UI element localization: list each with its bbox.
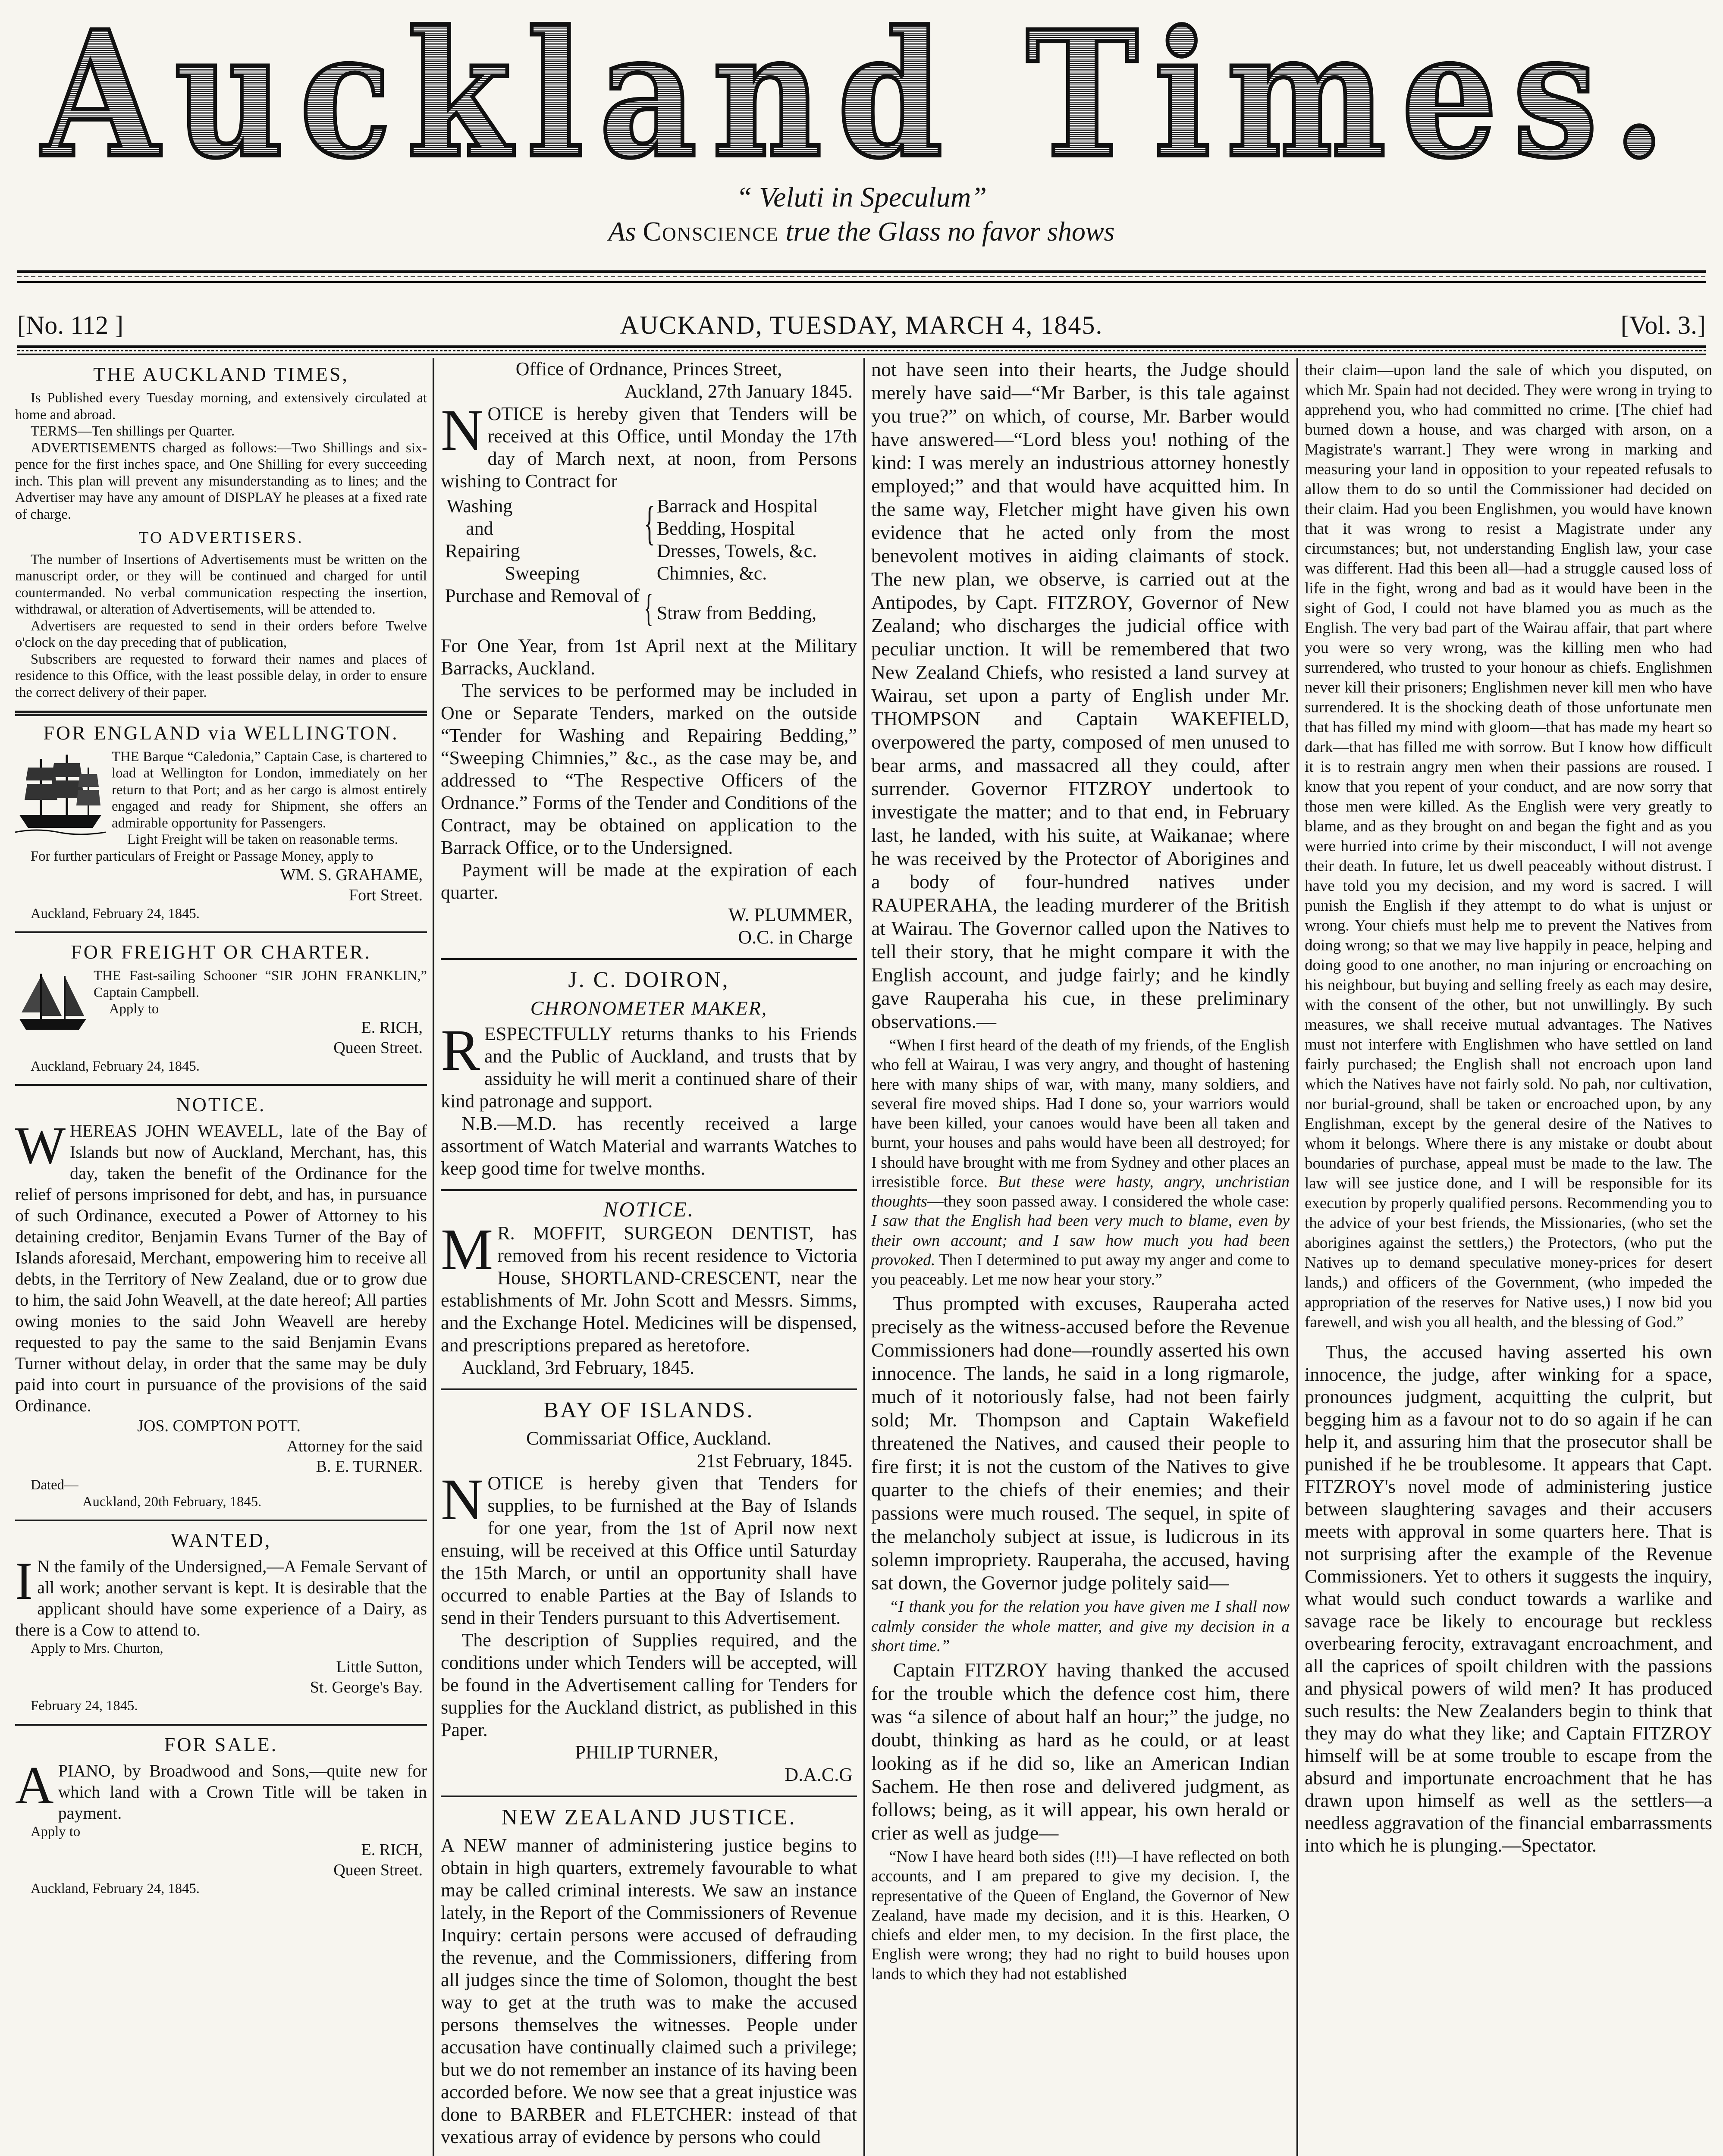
moffit-text: MR. MOFFIT, SURGEON DENTIST, has removed from his recent residence to Victoria House, SHORTLAND-CRESCENT, near the establishments of Mr. John Scott and Messrs. Simms, and the Exchange Hotel. Medicines will be dispensed, and prescriptions prepared as heretofore. — [441, 1216, 857, 1356]
terms-heading: THE AUCKLAND TIMES, — [93, 363, 349, 385]
england-text: For further particulars of Freight or Passage Money, apply to — [30, 848, 373, 864]
freight-text: THE Fast-sailing Schooner “SIR JOHN FRANKLIN,” Captain Campbell. — [94, 968, 427, 1000]
freight-date: Auckland, February 24, 1845. — [30, 1058, 200, 1074]
column-1 — [15, 358, 427, 2156]
bay-text: The description of Supplies required, and the conditions under which Tenders will be accepted, will be found in the Advertisement calling for Tenders for supplies for the Auckland district, as published in this Paper. — [441, 1630, 857, 1740]
brace-glyph — [640, 562, 657, 585]
wanted-address: St. George's Bay. — [310, 1678, 423, 1696]
column-4 — [1305, 358, 1712, 2156]
ordnance-signature: W. PLUMMER, — [728, 904, 853, 925]
article-text: not have seen into their hearts, the Judge should merely have said—“Mr Barber, is this tale against you true?” on which, of course, Mr. Barber would have answered—“Lord bless you! nothing of the kind: I was merely an industrious attorney honestly employed;” and that would have acquitted him. In the same way, Fletcher might have given his own evidence that he acted only from the most benevolent motives in aiding claimants of stock. The new plan, we observe, is carried out at the Antipodes, by Capt. FITZROY, Governor of New Zealand; who discharges the judicial office with peculiar unction. It will be remembered that two New Zealand Chiefs, who resisted a land survey at Wairau, set upon a party of English under Mr. THOMPSON and Captain WAKEFIELD, overpowered the party, composed of men unused to bear arms, and massacred all they could, after surrender. Governor FITZROY undertook to investigate the matter; and to that end, in February last, he landed, with his suite, at Waikanae; where he was received by the Protector of Aborigines and a body of four-hundred natives under RAUPERAHA, the leading murderer of the British at Wairau. The Governor called upon the Natives to tell their story, that he might compare it with the English account, and judge fairly; and he kindly gave Rauperaha his cue, in these preliminary observations.— — [871, 358, 1290, 1032]
wanted-advert — [15, 1528, 427, 1714]
ship-icon — [15, 750, 106, 837]
england-signature: WM. S. GRAHAME, — [280, 865, 423, 884]
service-label: Washing and Repairing — [445, 495, 520, 561]
service-detail: Barrack and Hospital Bedding, Hospital Dresses, Towels, &c. — [656, 495, 818, 561]
section-rule — [15, 1084, 427, 1086]
sale-signature: E. RICH, — [361, 1841, 423, 1859]
sale-address: Queen Street. — [333, 1861, 423, 1880]
dateline — [0, 307, 1723, 346]
motto-line-1: “ Veluti in Speculum” — [736, 182, 987, 213]
sale-date: Auckland, February 24, 1845. — [30, 1881, 200, 1897]
section-rule — [15, 1520, 427, 1521]
terms-text: ADVERTISEMENTS charged as follows:—Two Shillings and six-pence for the first inches space, and One Shilling for every succeeding inch. This plan will prevent any misunderstanding as to lines; and the Advertiser may have any amount of DISPLAY he pleases at a fixed rate of charge. — [15, 440, 427, 522]
notice-text: WHEREAS JOHN WEAVELL, late of the Bay of Islands but now of Auckland, Merchant, has, this day, taken the benefit of the Ordinance for the relief of persons imprisoned for debt, and has, in pursuance of such Ordinance, executed a Power of Attorney to his detaining creditor, Benjamin Evans Turner of the Bay of Islands aforesaid, Merchant, empowering him to receive all debts, in the Territory of New Zealand, due or to grow due to him, the said John Weavell, at the date hereof; All parties owing monies to the said John Weavell are hereby requested to pay the same to the said Benjamin Evans Turner without delay, in order that the same may be duly paid into court in pursuance of the provisions of the said Ordinance. — [15, 1116, 427, 1416]
moffit-notice — [441, 1198, 857, 1379]
england-text: THE Barque “Caledonia,” Captain Case, is chartered to load at Wellington for London, immediately on her return to that Port; and as her cargo is almost entirely engaged and ready for Shipment, she offers an admirable opportunity for Passengers. — [112, 749, 427, 831]
notice-signature: B. E. TURNER. — [316, 1457, 423, 1476]
notice-role: Attorney for the said — [286, 1437, 423, 1456]
ordnance-role: O.C. in Charge — [738, 927, 853, 948]
freight-advert — [15, 940, 427, 1075]
wanted-date: February 24, 1845. — [30, 1698, 138, 1714]
wanted-address: Little Sutton, — [336, 1658, 423, 1676]
notice-heading: NOTICE. — [176, 1094, 266, 1116]
volume-number: [Vol. 3.] — [1620, 311, 1706, 339]
article-text: Thus, the accused having asserted his own innocence, the judge, after winking for a space, pronounces judgment, acquitting the culprit, but begging him as a favour not to do so again if he can help it, and assuring him that the prosecutor shall be punished if he be troublesome. It appears that Capt. FITZROY's novel mode of administering justice between slaughtering savages and their accusers meets with approval in some quarters here. That is not surprising after the example of the Revenue Commissioners. Yet to others it suggests the inquiry, what would such conduct towards a warlike and savage race be likely to encourage but reckless overbearing ferocity, extravagant encroachment, and all the caprices of spoilt children with the passions and physical powers of wild men? It has produced such results: the New Zealanders begin to think that they may do what they like; and Captain FITZROY himself will be at some trouble to escape from the absurd and importunate encroachment that he has drawn upon himself as well as the settlers—a needless aggravation of the financial embarrassments into which he is plunging.—Spectator. — [1305, 1341, 1712, 1856]
moffit-heading: NOTICE. — [603, 1197, 695, 1221]
column-2 — [441, 358, 857, 2156]
doiron-text: RESPECTFULLY returns thanks to his Friends and the Public of Auckland, and trusts that by assiduity he will merit a continued share of their kind patronage and support. — [441, 1017, 857, 1112]
doiron-text: N.B.—M.D. has recently received a large assortment of Watch Material and warrants Watches to keep good time for twelve months. — [441, 1113, 857, 1179]
england-heading: FOR ENGLAND via WELLINGTON. — [43, 721, 399, 744]
article-quote: “When I first heard of the death of my friends, of the English who fell at Wairau, I was very angry, and thought of hastening here with many ships of war, with many, many soldiers, and several fire moved ships. Had I done so, your warriors would have been killed, your canoes would have been all taken and burnt, your houses and pahs would have been all destroyed; for I should have brought with me from Sydney and other places an irresistible force. But these were hasty, angry, unchristian thoughts—they soon passed away. I considered the whole case: I saw that the English had been very much to blame, even by their own account; and I saw how much you had been provoked. Then I determined to put away my anger and come to you peaceably. Let me now hear your story.” — [871, 1036, 1290, 1288]
bay-of-islands-notice — [441, 1397, 857, 1786]
section-rule — [441, 1388, 857, 1390]
advertisers-text: Subscribers are requested to forward their names and places of residence to this Office, with the least possible delay, in order to ensure the correct delivery of their paper. — [15, 651, 427, 700]
section-rule — [15, 711, 427, 713]
bay-office: Commissariat Office, Auckland. — [526, 1428, 772, 1449]
england-advert — [15, 721, 427, 922]
sale-text: APIANO, by Broadwood and Sons,—quite new for which land with a Crown Title will be taken in payment. — [15, 1755, 427, 1823]
article-text: Captain FITZROY having thanked the accused for the trouble which the defence cost him, there was “a silence of about half an hour;” the judge, no doubt, thinking as hard as he could, or at least looking as if he did so, like an American Indian Sachem. He then rose and delivered judgment, as follows; being, as it will appear, his own herald or crier as well as judge— — [871, 1659, 1290, 1844]
article-quote: their claim—upon land the sale of which you disputed, on which Mr. Spain had not decided. They were wrong in trying to apprehend you, who had committed no crime. [The chief had burned down a house, and was charged with arson, on a Magistrate's warrant.] They were wrong in marking and measuring your land in opposition to your repeated refusals to allow them to do so until the Commissioner had decided on their claim. Had you been Englishmen, you would have known that it was wrong to resist a Magistrate under any circumstances; but, not understanding English law, your case was different. Had this been all—had a struggle caused loss of life in the fight, wrong and bad as it would have been in the sight of God, I could not have blamed you as much as the English. The very bad part of the Wairau affair, that part where you were so very wrong, was the killing men who had surrendered, who trusted to your honour as chiefs. Englishmen never kill their prisoners; Englishmen never kill men who have surrendered. It is the shocking death of those unfortunate men that has filled my mind with gloom—that has made my heart so dark—that has filled me with sorrow. But I know how difficult it is to restrain angry men when their passions are roused. I know that you repent of your conduct, and are now sorry that those men were killed. As the English were very greatly to blame, and as they brought on and began the fight and as you were hurried into crime by their misconduct, I will not avenge their death. In future, let us dwell peaceably without distrust. I have told you my decision, and my word is sacred. I will punish the English if they attempt to do what is unjust or wrong. Your chiefs must help me to prevent the Natives from doing wrong; so that we may live happily in peace, helping and doing good to one another, no man injuring or encroaching on his neighbour, but buying and selling freely as each may desire, with the consent of the other, but not unwillingly. By such measures, we shall receive mutual advantages. The Natives must not interfere with Englishmen who have settled on land fairly purchased; the English shall not encroach upon land which the Natives have not fairly sold. No pah, nor cultivation, nor burial-ground, shall be taken or encroached upon, by any Englishman, except by the general desire of the Natives to whom it belongs. Where there is any mistake or doubt about boundaries of purchase, appeal must be made to the law. The law will see justice done, and I will be responsible for its execution by properly qualified persons. Recommending you to the advice of your best friends, the Missionaries, (who set the aborigines against the settlers,) the Protectors, (who put the Natives up to demand speculative money-prices for desert lands,) and officers of the Government, (who impeded the appropriation of the reserves for Native uses,) I now bid you farewell, and wish you all health, and the blessing of God.” — [1305, 361, 1712, 1331]
ordnance-text: NOTICE is hereby given that Tenders will be received at this Office, until Monday the 17th day of March next, at noon, from Persons wishing to Contract for — [441, 397, 857, 492]
bay-role: D.A.C.G — [785, 1764, 853, 1785]
masthead — [0, 0, 1723, 298]
terms-text: TERMS—Ten shillings per Quarter. — [30, 423, 235, 439]
freight-apply: Apply to — [109, 1001, 159, 1017]
article-quote: “Now I have heard both sides (!!!)—I have reflected on both accounts, and I am prepared to give my decision. I, the representative of the Queen of England, the Governor of New Zealand, have made my decision, and it is this. Hearken, O chiefs and elder men, to my decision. In the first place, the English were wrong; they had no right to build houses upon lands to which they had not established — [871, 1848, 1290, 1983]
issue-date: AUCKAND, TUESDAY, MARCH 4, 1845. — [620, 311, 1103, 339]
terms-text: Is Published every Tuesday morning, and extensively circulated at home and abroad. — [15, 390, 427, 423]
service-label: Sweeping — [505, 563, 580, 584]
article-text: Thus prompted with excuses, Rauperaha acted precisely as the witness-accused before the Revenue Commissioners had done—roundly asserted his own innocence. The lands, he said in a long rigmarole, much of it notoriously false, had not been fairly sold; Mr. Thompson and Captain Wakefield threatened the Natives, and caused their people to fire first; it is not the custom of the Natives to give quarter to the chiefs of their enemies; and their passions were much roused. The sequel, in spite of the melancholy subject at issue, is ludicrous in its solemn impropriety. Rauperaha, the accused, having sat down, the Governor judge politely said— — [871, 1292, 1290, 1594]
wanted-text: Apply to Mrs. Churton, — [30, 1641, 163, 1657]
column-3 — [871, 358, 1290, 2156]
article-text: A NEW manner of administering justice begins to obtain in high quarters, extremely favourable to what may be called criminal interests. We saw an instance lately, in the Report of the Commissioners of Revenue Inquiry: certain persons were accused of defrauding the revenue, and the Commissioners, differing from all judges since the time of Solomon, thought the best way to get at the truth was to make the accused persons themselves the witnesses. People under accusation have continually claimed such a privilege; but we do not remember an instance of its having been accorded before. We now see that a great injustice was done to BARBER and FLETCHER: instead of that vexatious array of evidence by persons who could — [441, 1835, 857, 2147]
services-list — [445, 495, 857, 632]
ordnance-notice — [441, 358, 857, 949]
column-divider — [433, 358, 434, 2156]
england-text: Light Freight will be taken on reasonable terms. — [127, 832, 398, 848]
dateline-rule — [17, 345, 1706, 356]
sale-apply: Apply to — [30, 1824, 81, 1839]
advertisers-text: Advertisers are requested to send in their orders before Twelve o'clock on the day preceding that of publication, — [15, 618, 427, 651]
bay-text: NOTICE is hereby given that Tenders for supplies, to be furnished at the Bay of Islands for one year, from the 1st of April now next ensuing, will be received at this Office until Saturday the 15th March, or until an opportunity shall have occurred to enable Parties at the Bay of Islands to send in their Tenders pursuant to this Advertisement. — [441, 1467, 857, 1628]
motto-line-2: As Conscience true the Glass no favor shows — [608, 216, 1115, 247]
sale-heading: FOR SALE. — [164, 1733, 278, 1755]
england-date: Auckland, February 24, 1845. — [30, 906, 200, 921]
sale-advert — [15, 1733, 427, 1897]
bay-heading: BAY OF ISLANDS. — [543, 1398, 754, 1423]
notice-dated: Dated— — [30, 1477, 78, 1493]
advertisers-text: The number of Insertions of Advertisements must be written on the manuscript order, or they will be continued and charged for until countermanded. No verbal communication respecting the insertion, withdrawal, or alteration of Advertisements, will be attended to. — [15, 552, 427, 617]
england-address: Fort Street. — [349, 886, 423, 904]
weavell-notice — [15, 1093, 427, 1510]
bay-signature: PHILIP TURNER, — [575, 1742, 719, 1763]
section-rule — [441, 958, 857, 960]
brace-glyph: { — [643, 587, 653, 630]
issue-number: [No. 112 ] — [17, 311, 124, 339]
section-rule — [441, 1189, 857, 1191]
terms-notice — [15, 362, 427, 701]
advertisers-heading: TO ADVERTISERS. — [138, 528, 304, 547]
section-rule — [15, 931, 427, 933]
freight-address: Queen Street. — [333, 1038, 423, 1057]
service-detail: Chimnies, &c. — [656, 563, 767, 584]
doiron-advert — [441, 967, 857, 1180]
schooner-icon — [15, 969, 88, 1034]
article-quote: “I thank you for the relation you have given me I shall now calmly consider the whole matter, and give my decision in a short time.” — [871, 1598, 1290, 1655]
wanted-heading: WANTED, — [170, 1529, 272, 1551]
notice-signature: JOS. COMPTON POTT. — [137, 1417, 301, 1435]
wanted-text: IN the family of the Undersigned,—A Female Servant of all work; another servant is kept. It is desirable that the applicant should have some experience of a Dairy, as there is a Cow to attend to. — [15, 1551, 427, 1640]
section-rule — [15, 1724, 427, 1726]
article-heading: NEW ZEALAND JUSTICE. — [501, 1805, 797, 1830]
doiron-heading: J. C. DOIRON, — [568, 968, 730, 992]
ordnance-text: For One Year, from 1st April next at the Military Barracks, Auckland. — [441, 635, 857, 679]
ordnance-date: Auckland, 27th January 1845. — [624, 381, 853, 402]
ordnance-text: The services to be performed may be included in One or Separate Tenders, marked on the outside “Tender for Washing and Repairing Bedding,” “Sweeping Chimnies,” &c., as the case may be, and addressed to “The Respective Officers of the Ordnance.” Forms of the Tender and Conditions of the Contract, may be obtained on application to the Barrack Office, or to the Undersigned. — [441, 680, 857, 858]
column-divider — [863, 358, 865, 2156]
service-detail: Straw from Bedding, — [656, 602, 817, 624]
freight-heading: FOR FREIGHT OR CHARTER. — [71, 941, 371, 963]
nz-justice-article — [441, 1804, 857, 2148]
section-rule — [441, 1796, 857, 1797]
bay-date: 21st February, 1845. — [697, 1450, 853, 1471]
brace-glyph: { — [643, 497, 656, 549]
service-label: Purchase and Removal of — [445, 585, 640, 606]
moffit-date: Auckland, 3rd February, 1845. — [461, 1357, 695, 1378]
masthead-graphic — [0, 0, 1723, 298]
masthead-title: Auckland Times. — [39, 0, 1681, 196]
doiron-subheading: CHRONOMETER MAKER, — [530, 997, 768, 1019]
column-divider — [1296, 358, 1298, 2156]
ordnance-office: Office of Ordnance, Princes Street, — [515, 358, 782, 379]
freight-signature: E. RICH, — [361, 1018, 423, 1037]
ordnance-text: Payment will be made at the expiration of each quarter. — [441, 859, 857, 903]
notice-date: Auckland, 20th February, 1845. — [82, 1494, 262, 1510]
